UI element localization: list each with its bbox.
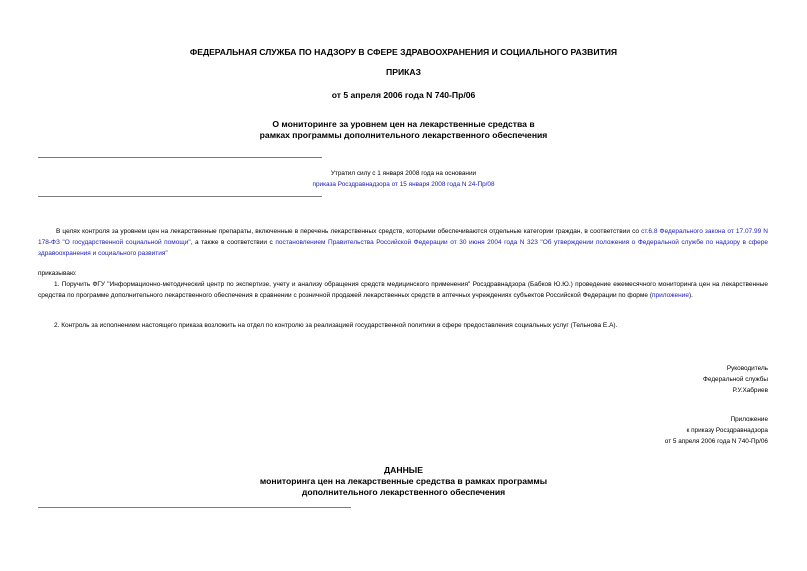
doc-title-line-2: рамках программы дополнительного лекарственного обеспечения xyxy=(259,130,548,140)
data-section-title: ДАННЫЕ xyxy=(384,465,423,475)
status-note-line: Утратил силу с 1 января 2008 года на основании xyxy=(330,170,477,177)
divider-bottom xyxy=(38,507,351,508)
preamble-text-1: В целях контроля за уровнем цен на лекарственные препараты, включенные в перечень лекарственных средств, которыми обеспечиваются отдельные категории граждан, в соответствии со xyxy=(56,228,642,235)
appendix-order-ref: к приказу Росздравнадзора xyxy=(686,427,768,435)
data-section-subtitle-2: дополнительного лекарственного обеспечения xyxy=(301,487,506,497)
agency-heading: ФЕДЕРАЛЬНАЯ СЛУЖБА ПО НАДЗОРУ В СФЕРЕ ЗДРАВООХРАНЕНИЯ И СОЦИАЛЬНОГО РАЗВИТИЯ xyxy=(189,47,618,57)
appendix-reference xyxy=(560,414,768,448)
status-note xyxy=(0,168,807,190)
appendix-label: Приложение xyxy=(730,416,768,423)
divider-top xyxy=(38,157,322,158)
order-item-1-text: 1. Поручить ФГУ "Информационно-методический центр по экспертизе, учету и анализу обращения средств медицинского применения" Росздравнадзора (Бабков Ю.Ю.) проведение ежемесячного мониторинга цен на лекарственные средства по программе дополнительного лекарственного обеспечения в сравнении с розничной продажей лекарственных средств в аптечных учреждениях субъектов Российской Федерации по форме ( xyxy=(38,281,768,299)
preamble-paragraph xyxy=(38,226,768,259)
appendix-order-date: от 5 апреля 2006 года N 740-Пр/06 xyxy=(664,438,768,446)
status-note-link[interactable]: приказа Росздравнадзора от 15 января 2008 года N 24-Пр/08 xyxy=(312,181,495,188)
appendix-link[interactable]: приложение xyxy=(651,292,689,299)
doc-title-line-1: О мониторинге за уровнем цен на лекарственные средства в xyxy=(272,119,535,129)
doc-date-number: от 5 апреля 2006 года N 740-Пр/06 xyxy=(331,90,476,100)
order-item-1 xyxy=(38,279,768,301)
signature-position: Руководитель xyxy=(726,365,768,372)
doc-type-heading: ПРИКАЗ xyxy=(386,67,421,77)
data-section-subtitle-1: мониторинга цен на лекарственные средства в рамках программы xyxy=(259,476,548,486)
order-item-2: 2. Контроль за исполнением настоящего приказа возложить на отдел по контролю за реализацией государственной политики в сфере предоставления социальных услуг (Тельнова Е.А). xyxy=(54,322,618,329)
order-item-1-end: ). xyxy=(688,292,693,299)
signature-block xyxy=(560,363,768,397)
order-word: приказываю: xyxy=(38,270,77,277)
government-decree-323-link[interactable]: постановлением Правительства Российской Федерации от 30 июня 2004 года N 323 "Об утверждении положения о Федеральной службе по надзору в сфере здравоохранения и социального развития" xyxy=(38,239,768,257)
preamble-text-2: , а также в соответствии с xyxy=(190,239,276,246)
signature-agency: Федеральной службы xyxy=(703,376,768,384)
signature-name: Р.У.Хабриев xyxy=(732,387,768,395)
divider-note xyxy=(38,196,322,197)
law-178-link[interactable]: ст.6.8 Федерального закона от 17.07.99 N 178-ФЗ "О государственной социальной помощи" xyxy=(38,228,768,246)
